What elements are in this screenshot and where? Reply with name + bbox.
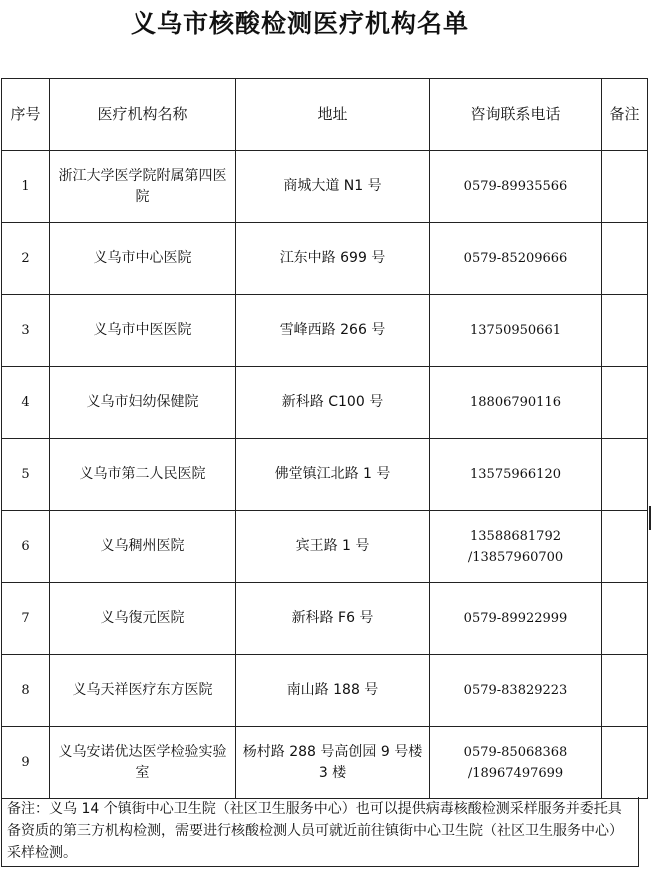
row-address: 新科路 C100 号: [236, 367, 430, 439]
institution-table: [1, 78, 648, 799]
table-row: [2, 367, 648, 439]
row-address: 江东中路 699 号: [236, 223, 430, 295]
row-institution-name: 义乌天祥医疗东方医院: [50, 655, 236, 727]
row-phone: 0579-85209666: [430, 223, 602, 295]
row-phone: 13575966120: [430, 439, 602, 511]
row-phone: 0579-89922999: [430, 583, 602, 655]
row-remark: [602, 151, 648, 223]
row-remark: [602, 367, 648, 439]
row-phone: 0579-89935566: [430, 151, 602, 223]
row-institution-name: 义乌安诺优达医学检验实验室: [50, 727, 236, 799]
page-title: 义乌市核酸检测医疗机构名单: [130, 9, 469, 38]
row-address: 杨村路 288 号高创园 9 号楼 3 楼: [236, 727, 430, 799]
row-no: 2: [2, 223, 50, 295]
row-institution-name: 义乌稠州医院: [50, 511, 236, 583]
row-phone: 0579-85068368 /18967497699: [430, 727, 602, 799]
header-address: 地址: [236, 79, 430, 151]
row-remark: [602, 295, 648, 367]
table-row: [2, 511, 648, 583]
row-institution-name: 义乌市妇幼保健院: [50, 367, 236, 439]
row-address: 新科路 F6 号: [236, 583, 430, 655]
table-header-row: [2, 79, 648, 151]
row-phone: 13750950661: [430, 295, 602, 367]
table-row: [2, 151, 648, 223]
header-name: 医疗机构名称: [50, 79, 236, 151]
row-phone: 0579-83829223: [430, 655, 602, 727]
row-no: 4: [2, 367, 50, 439]
row-no: 1: [2, 151, 50, 223]
table-row: [2, 223, 648, 295]
row-no: 7: [2, 583, 50, 655]
table-row: [2, 583, 648, 655]
row-remark: [602, 439, 648, 511]
header-remark: 备注: [602, 79, 648, 151]
row-no: 9: [2, 727, 50, 799]
table-row: [2, 439, 648, 511]
table-row: [2, 295, 648, 367]
row-no: 6: [2, 511, 50, 583]
row-remark: [602, 223, 648, 295]
row-institution-name: 义乌市中医医院: [50, 295, 236, 367]
row-address: 南山路 188 号: [236, 655, 430, 727]
row-institution-name: 义乌市中心医院: [50, 223, 236, 295]
row-address: 雪峰西路 266 号: [236, 295, 430, 367]
table-row: [2, 655, 648, 727]
row-no: 5: [2, 439, 50, 511]
row-phone: 13588681792 /13857960700: [430, 511, 602, 583]
table-row: [2, 727, 648, 799]
row-address: 商城大道 N1 号: [236, 151, 430, 223]
row-remark: [602, 511, 648, 583]
footnote: 备注：义乌 14 个镇街中心卫生院（社区卫生服务中心）也可以提供病毒核酸检测采样服务并委托具备资质的第三方机构检测，需要进行核酸检测人员可就近前往镇街中心卫生院（社区卫生服务中心）采样检测。: [1, 797, 639, 867]
row-no: 3: [2, 295, 50, 367]
row-institution-name: 浙江大学医学院附属第四医院: [50, 151, 236, 223]
row-address: 佛堂镇江北路 1 号: [236, 439, 430, 511]
row-phone: 18806790116: [430, 367, 602, 439]
row-remark: [602, 655, 648, 727]
row-address: 宾王路 1 号: [236, 511, 430, 583]
header-phone: 咨询联系电话: [430, 79, 602, 151]
row-no: 8: [2, 655, 50, 727]
row-remark: [602, 583, 648, 655]
row-institution-name: 义乌市第二人民医院: [50, 439, 236, 511]
header-no: 序号: [2, 79, 50, 151]
row-remark: [602, 727, 648, 799]
row-institution-name: 义乌復元医院: [50, 583, 236, 655]
